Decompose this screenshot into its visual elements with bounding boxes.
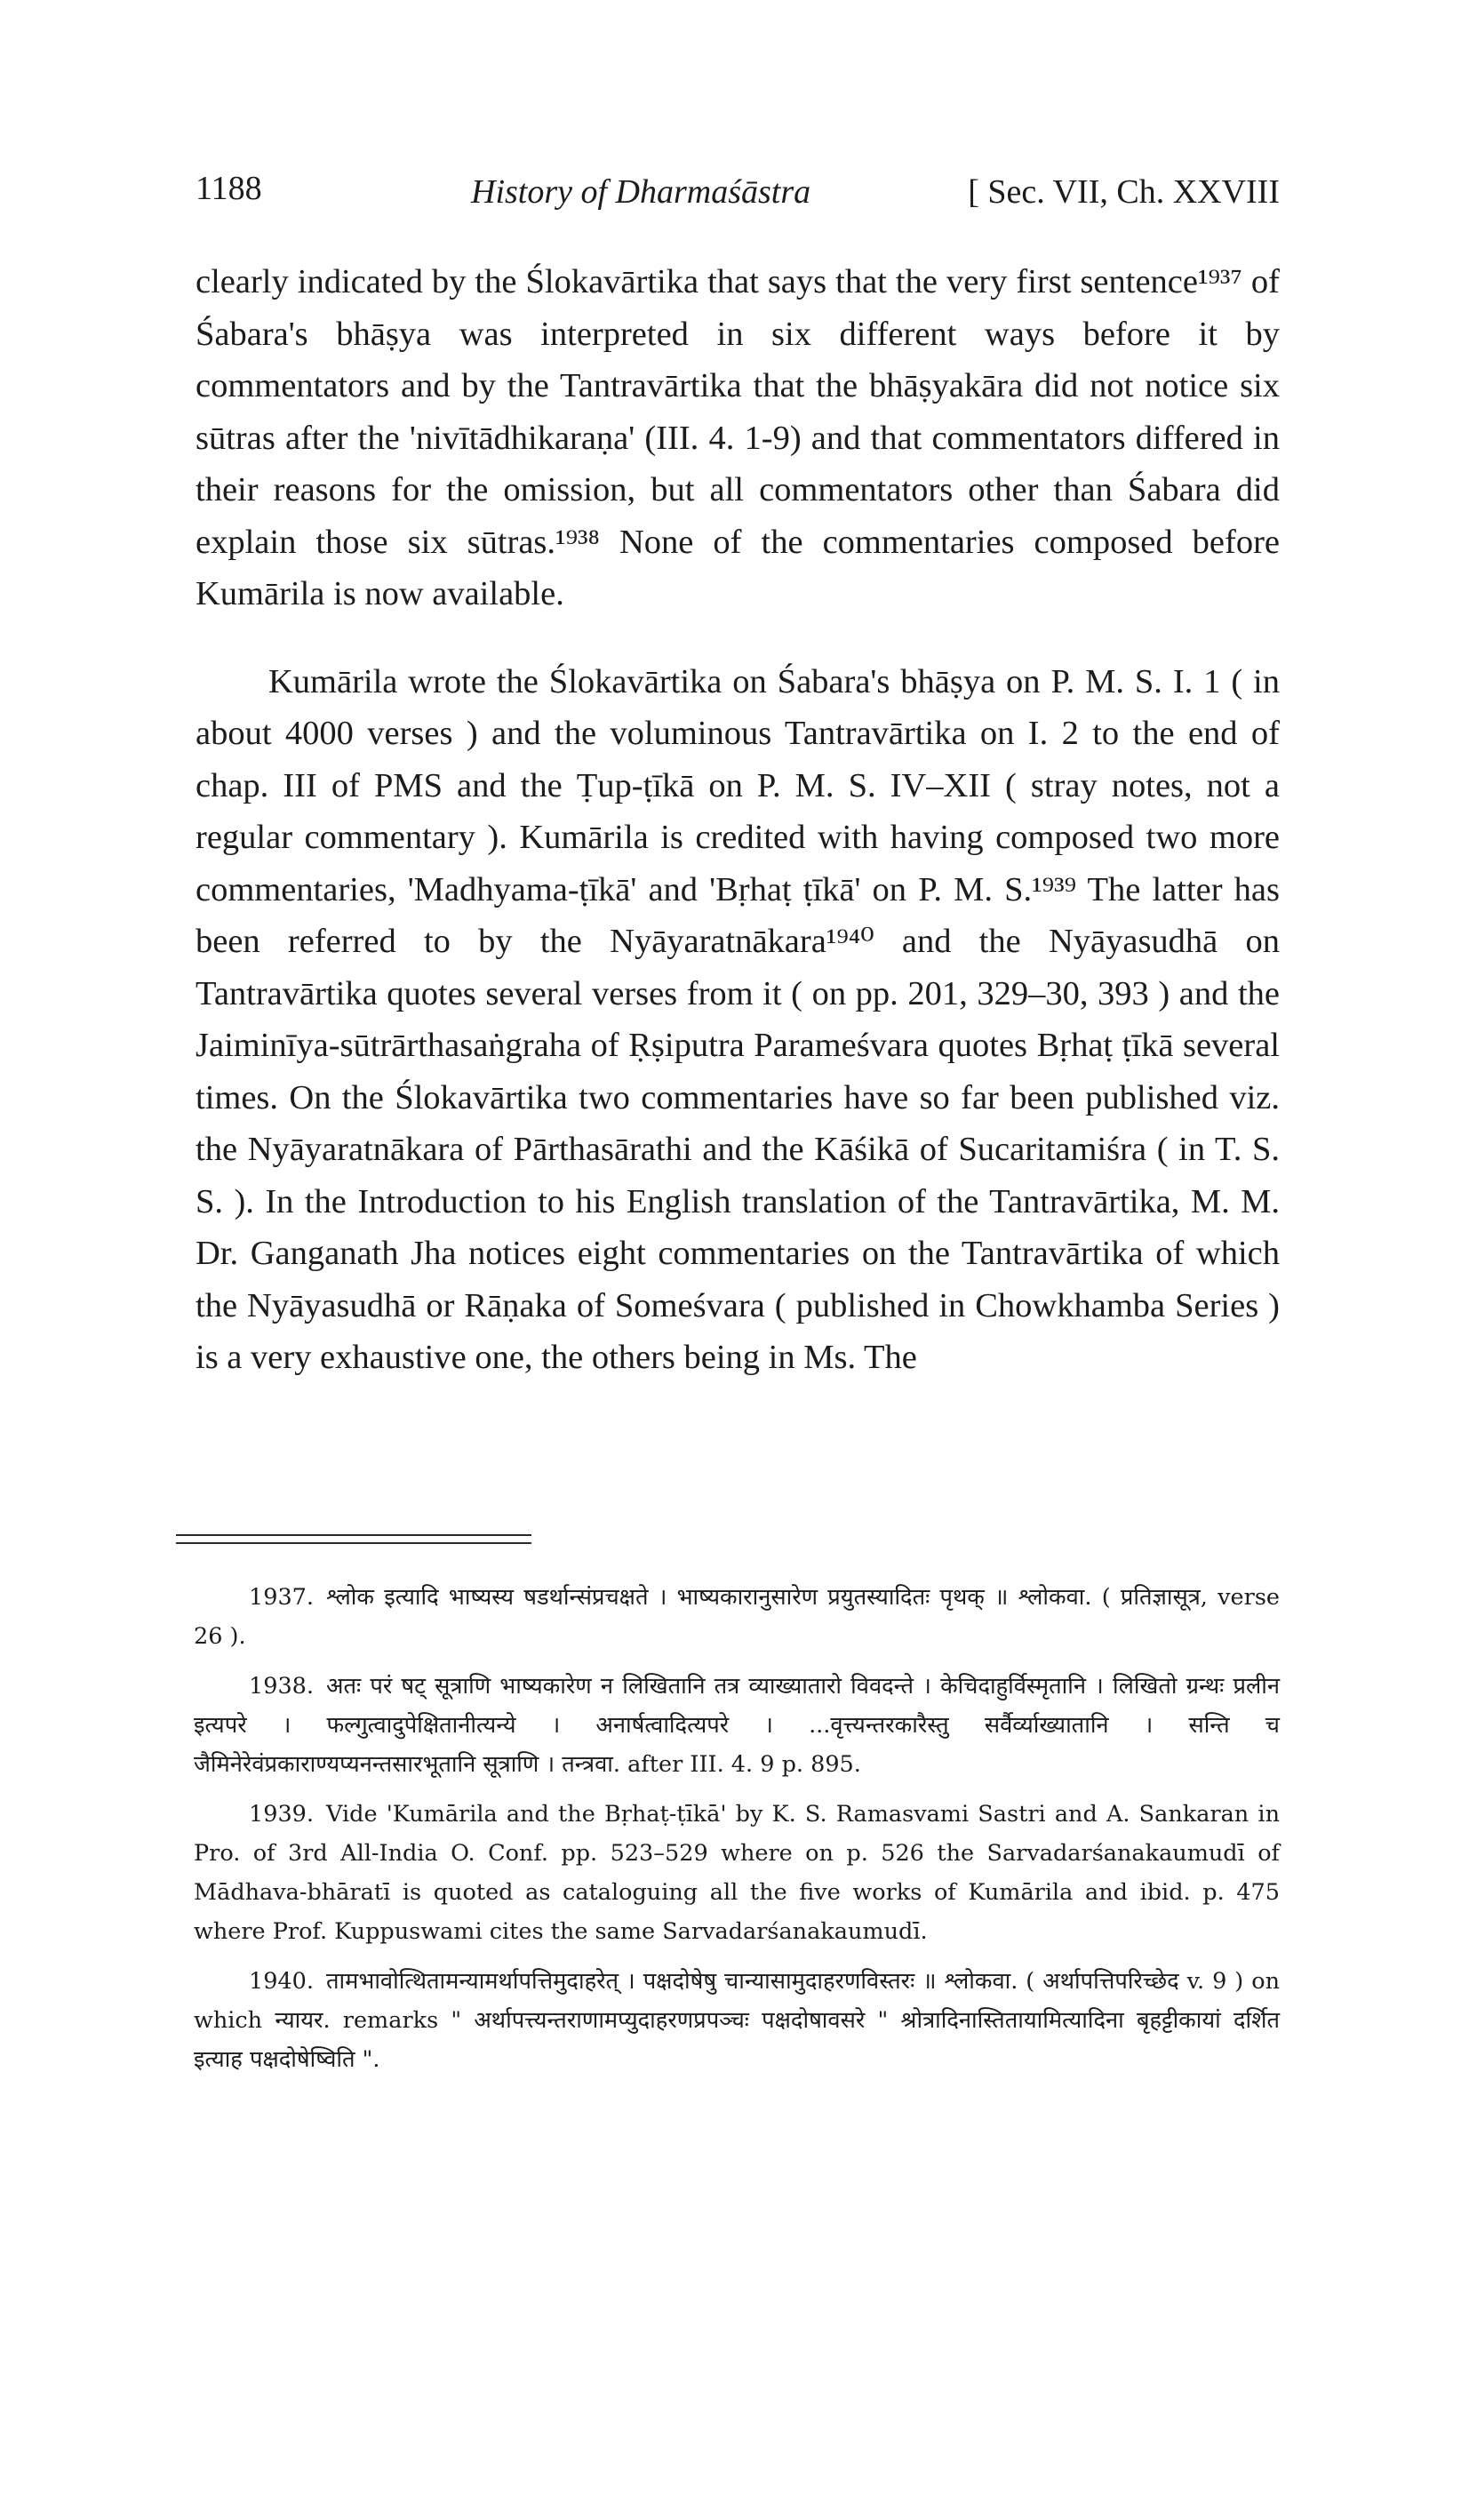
footnote-text: श्लोक इत्यादि भाष्यस्य षडर्थान्संप्रचक्षते । भाष्यकारानुसारेण प्रयुतस्यादितः पृथक् ॥ श्लोकवा. ( प्रतिज्ञासूत्र, verse 26 ). [194, 1584, 1280, 1650]
footnote [194, 1962, 1280, 2079]
footnote-separator [176, 1534, 531, 1550]
footnote-number: 1939. [249, 1801, 315, 1828]
footnote-text: तामभावोत्थितामन्यामर्थापत्तिमुदाहरेत् । पक्षदोषेषु चान्यासामुदाहरणविस्तरः ॥ श्लोकवा. ( अर्थापत्तिपरिच्छेद v. 9 ) on which न्यायर. remarks " अर्थापत्त्यन्तराणामप्युदाहरणप्रपञ्चः पक्षदोषावसरे " श्रोत्रादिनास्तितायामित्यादिना बृहट्टीकायां दर्शित इत्याह पक्षदोषेष्विति ". [194, 1968, 1280, 2073]
section-label: [ Sec. VII, Ch. XXVIII [968, 173, 1280, 211]
footnote [194, 1795, 1280, 1951]
paragraph: Kumārila wrote the Ślokavārtika on Śabara's bhāṣya on P. M. S. I. 1 ( in about 4000 verses ) and the voluminous Tantravārtika on I. 2 to the end of chap. III of PMS and the Ṭup-ṭīkā on P. M. S. IV–XII ( stray notes, not a regular commentary ). Kumārila is credited with having composed two more commentaries, 'Madhyama-ṭīkā' and 'Bṛhaṭ ṭīkā' on P. M. S.¹⁹³⁹ The latter has been referred to by the Nyāyaratnākara¹⁹⁴⁰ and the Nyāyasudhā on Tantravārtika quotes several verses from it ( on pp. 201, 329–30, 393 ) and the Jaiminīya-sūtrārthasaṅgraha of Ṛṣiputra Parameśvara quotes Bṛhaṭ ṭīkā several times. On the Ślokavārtika two commentaries have so far been published viz. the Nyāyaratnākara of Pārthasārathi and the Kāśikā of Sucaritamiśra ( in T. S. S. ). In the Introduction to his English translation of the Tantravārtika, M. M. Dr. Ganganath Jha notices eight commentaries on the Tantravārtika of which the Nyāyasudhā or Rāṇaka of Someśvara ( published in Chowkhamba Series ) is a very exhaustive one, the others being in Ms. The [196, 662, 1280, 1376]
footnote-text: अतः परं षट् सूत्राणि भाष्यकारेण न लिखितानि तत्र व्याख्यातारो विवदन्ते । केचिदाहुर्विस्मृतानि । लिखितो ग्रन्थः प्रलीन इत्यपरे । फल्गुत्वादुपेक्षितानीत्यन्ये । अनार्षत्वादित्यपरे । ...वृत्त्यन्तरकारैस्तु सर्वैर्व्याख्यातानि । सन्ति च जैमिनेरेवंप्रकाराण्यप्यनन्तसारभूतानि सूत्राणि । तन्त्रवा. after III. 4. 9 p. 895. [194, 1673, 1280, 1778]
page-number: 1188 [196, 170, 262, 207]
footnote-number: 1940. [249, 1968, 315, 1995]
footnote-text: Vide 'Kumārila and the Bṛhaṭ-ṭīkā' by K. S. Ramasvami Sastri and A. Sankaran in Pro. of 3rd All-India O. Conf. pp. 523–529 where on p. 526 the Sarvadarśanakaumudī of Mādhava-bhāratī is quoted as cataloguing all the five works of Kumārila and ibid. p. 475 where Prof. Kuppuswami cites the same Sarvadarśanakaumudī. [194, 1801, 1280, 1945]
footnote-number: 1938. [249, 1673, 315, 1700]
paragraph: clearly indicated by the Ślokavārtika that says that the very first sentence¹⁹³⁷ of Śabara's bhāṣya was interpreted in six different ways before it by commentators and by the Tantravārtika that the bhāṣyakāra did not notice six sūtras after the 'nivītādhikaraṇa' (III. 4. 1-9) and that commentators differed in their reasons for the omission, but all commentators other than Śabara did explain those six sūtras.¹⁹³⁸ None of the commentaries composed before Kumārila is now available. [196, 263, 1280, 612]
main-text [196, 256, 1280, 1384]
running-header [196, 169, 1280, 222]
footnote-number: 1937. [249, 1584, 315, 1611]
footnotes [194, 1578, 1280, 2090]
running-title: History of Dharmaśāstra [471, 173, 811, 211]
footnote [194, 1578, 1280, 1656]
footnote [194, 1667, 1280, 1784]
